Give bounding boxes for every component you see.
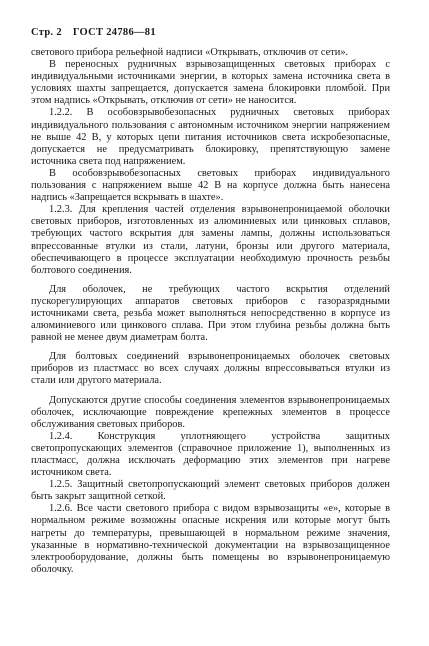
paragraph: 1.2.3. Для крепления частей отделения взрывонепроницаемой оболочки световых приборов, изготовленных из алюминиевых или цинковых сплавов, требующих частого вскрытия для замены лампы, должны использоваться впрессованные втулки из стали, латуни, бронзы или другого материала, обеспечивающего в процессе эксплуатации необходимую прочность резьбы болтового соединения. (31, 204, 390, 276)
document-body (31, 47, 390, 576)
paragraph: 1.2.6. Все части светового прибора с видом взрывозащиты «е», которые в нормальном режиме возможны опасные искрения или которые могут быть нагреты до температуры, превышающей в нормальном режиме значения, указанные в нормативно-технической документации на взрывозащищенное электрооборудование, должны быть помещены во взрывонепроницаемую оболочку. (31, 503, 390, 575)
paragraph: 1.2.4. Конструкция уплотняющего устройства защитных светопропускающих элементов (справочное приложение 1), выполненных из пластмасс, должна исключать деформацию этих элементов при нагреве источником света. (31, 430, 390, 479)
paragraph: Для оболочек, не требующих частого вскрытия отделений пускорегулирующих аппаратов световых приборов с газоразрядными источниками света, резьба может выполняться непосредственно в корпусе из алюминиевого или цинкового сплава. При этом глубина резьбы должна быть равной не менее двум диаметрам болта. (31, 283, 390, 344)
paragraph: В переносных рудничных взрывозащищенных световых приборах с индивидуальными источниками энергии, в которых замена источника света в условиях шахты запрещается, допускается замена блокировки пломбой. При этом надпись «Открывать, отключив от сети» не наносится. (31, 59, 390, 107)
standard-code: ГОСТ 24786—81 (72, 27, 156, 38)
paragraph: В особовзрывобезопасных световых приборах индивидуального пользования с напряжением выше 42 В на корпусе должна быть нанесена надпись «Запрещается вскрывать в шахте». (31, 167, 390, 204)
page-number: Стр. 2 (31, 27, 62, 38)
paragraph: Допускаются другие способы соединения элементов взрывонепроницаемых оболочек, исключающие повреждение крепежных элементов в процессе обслуживания световых приборов. (31, 394, 390, 430)
paragraph: 1.2.5. Защитный светопропускающий элемент световых приборов должен быть закрыт защитной сеткой. (31, 479, 390, 503)
paragraph: 1.2.2. В особовзрывобезопасных рудничных световых приборах индивидуального пользования с автономным источником энергии напряжением не выше 42 В, у которых цепи питания источников света искробезопасные, допускается не предусматривать блокировку, препятствующую замене источника света под напряжением. (31, 107, 390, 167)
paragraph: светового прибора рельефной надписи «Открывать, отключив от сети». (31, 47, 349, 58)
paragraph: Для болтовых соединений взрывонепроницаемых оболочек световых приборов из пластмасс во всех случаях должны впрессовываться втулки из стали или другого материала. (31, 351, 390, 387)
page-header (31, 27, 164, 38)
